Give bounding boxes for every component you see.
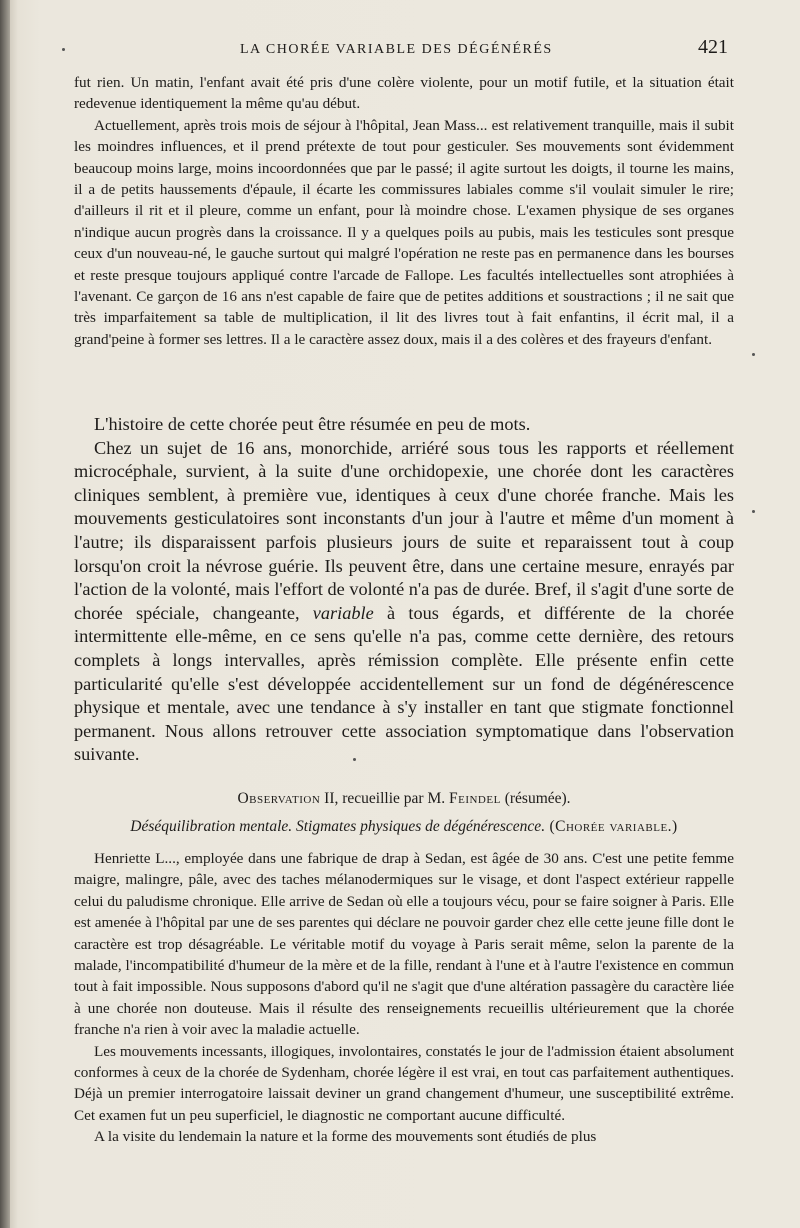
small-text-block-1 [74,72,734,350]
print-speck [353,758,356,761]
observation-title [74,790,734,808]
subtitle-tag: (Chorée variable.) [545,818,678,835]
page-header [70,36,730,66]
paragraph: Les mouvements incessants, illogiques, involontaires, constatés le jour de l'admission étaient absolument conformes à ceux de la chorée de Sydenham, chorée légère il est vrai, en tout cas parfaitement authentiques. Déjà un premier interrogatoire laissait deviner un grand changement d'humeur, une susceptibilité extrême. Cet examen fut un peu superficiel, le diagnostic ne comportant aucune difficulté. [74,1042,734,1124]
text-run: à tous égards, et différente de la chorée intermittente elle-même, en ce sens qu'elle n'a pas, comme cette dernière, des retours complets à longs intervalles, après rémission complète. Elle présente enfin cette particularité qu'elle s'est développée accidentellement sur un fond de dégénérescence physique et mentale, avec une tendance à s'y installer en tant que stigmate fonctionnel permanent. Nous allons retrouver cette association symptomatique dans l'observation suivante. [74,602,734,765]
print-speck [62,48,65,51]
main-text-block [74,413,734,767]
observation-heading [74,790,734,836]
observation-title-text: II, recueillie par M. [320,790,449,807]
subtitle-italic: Déséquilibration mentale. Stigmates physiques de dégénérescence. [130,818,546,835]
paragraph: Henriette L..., employée dans une fabrique de drap à Sedan, est âgée de 30 ans. C'est une petite femme maigre, malingre, pâle, avec des taches mélanodermiques sur le visage, et dont l'aspect extérieur rappelle celui du paludisme chronique. Elle arrive de Sedan où elle a toujours vécu, pour se faire soigner à Paris. Elle est amenée à l'hôpital par une de ses parentes qui déclare ne pouvoir garder chez elle cette jeune fille dont le caractère est trop désagréable. Le véritable motif du voyage à Paris serait même, selon la parente de la malade, l'incompatibilité d'humeur de la mère et de la fille, rendant à l'une et à l'autre l'existence en commun tout à fait impossible. Nous supposons d'abord qu'il ne s'agit que d'une altération passagère du caractère liée à une chorée non douteuse. Mais il résulte des renseignements recueillis ultérieurement que la chorée franche n'a rien à voir avec la maladie actuelle. [74,850,734,1039]
paragraph: L'histoire de cette chorée peut être résumée en peu de mots. [94,414,531,434]
text-run: Chez un sujet de 16 ans, monorchide, arriéré sous tous les rapports et réellement microcéphale, survient, à la suite d'une orchidopexie, une chorée dont les caractères cliniques semblent, à première vue, identiques à ceux d'une chorée franche. Mais les mouvements gesticulatoires sont inconstants d'un jour à l'autre et même d'un moment à l'autre; ils disparaissent parfois plusieurs jours de suite et reparaissent tout à coup lorsqu'on croit la névrose guérie. Ils peuvent être, dans une certaine mesure, enrayés par l'action de la volonté, mais l'effort de volonté n'a pas de durée. Bref, il s'agit d'une sorte de chorée spéciale, changeante, [74,437,734,623]
paragraph: A la visite du lendemain la nature et la forme des mouvements sont étudiés de plus [94,1128,597,1146]
italic-word: variable [312,602,374,623]
small-text-block-2 [74,848,734,1148]
running-head: LA CHORÉE VARIABLE DES DÉGÉNÉRÉS [240,42,553,57]
paragraph [74,437,734,767]
binding-shadow [0,0,10,1228]
observation-label: Observation [237,790,321,807]
observation-subtitle [74,818,734,836]
observation-title-end: (résumée). [500,790,571,807]
paragraph: fut rien. Un matin, l'enfant avait été pris d'une colère violente, pour un motif futile, et la situation était redevenue identiquement la même qu'au début. [74,74,734,113]
print-speck [752,353,755,356]
page-number: 421 [698,36,728,58]
print-speck [752,510,755,513]
paragraph: Actuellement, après trois mois de séjour à l'hôpital, Jean Mass... est relativement tranquille, mais il subit les moindres influences, et il prend prétexte de tout pour gesticuler. Ses mouvements sont évidemment beaucoup moins large, moins incoordonnées que par le passé; il agite surtout les doigts, il tourne les mains, il a de petits haussements d'épaule, il écarte les commissures labiales comme s'il voulait simuler le rire; d'ailleurs il rit et il pleure, comme un enfant, pour là moindre chose. L'examen physique de ses organes n'indique aucun progrès dans la croissance. Il y a quelques poils au pubis, mais les testicules sont presque ceux d'un nouveau-né, le gauche surtout qui malgré l'opération ne reste pas en permanence dans les bourses et reste presque toujours appliqué contre l'arcade de Fallope. Les facultés intellectuelles sont atrophiées à l'avenant. Ce garçon de 16 ans n'est capable de faire que de petites additions et soustractions ; il ne sait que très imparfaitement sa table de multiplication, il lit des livres tout à fait enfantins, il écrit mal, il a grand'peine à former ses lettres. Il a le caractère assez doux, mais il a des colères et des frayeurs d'enfant. [74,116,734,348]
author-name: Feindel [448,790,501,807]
